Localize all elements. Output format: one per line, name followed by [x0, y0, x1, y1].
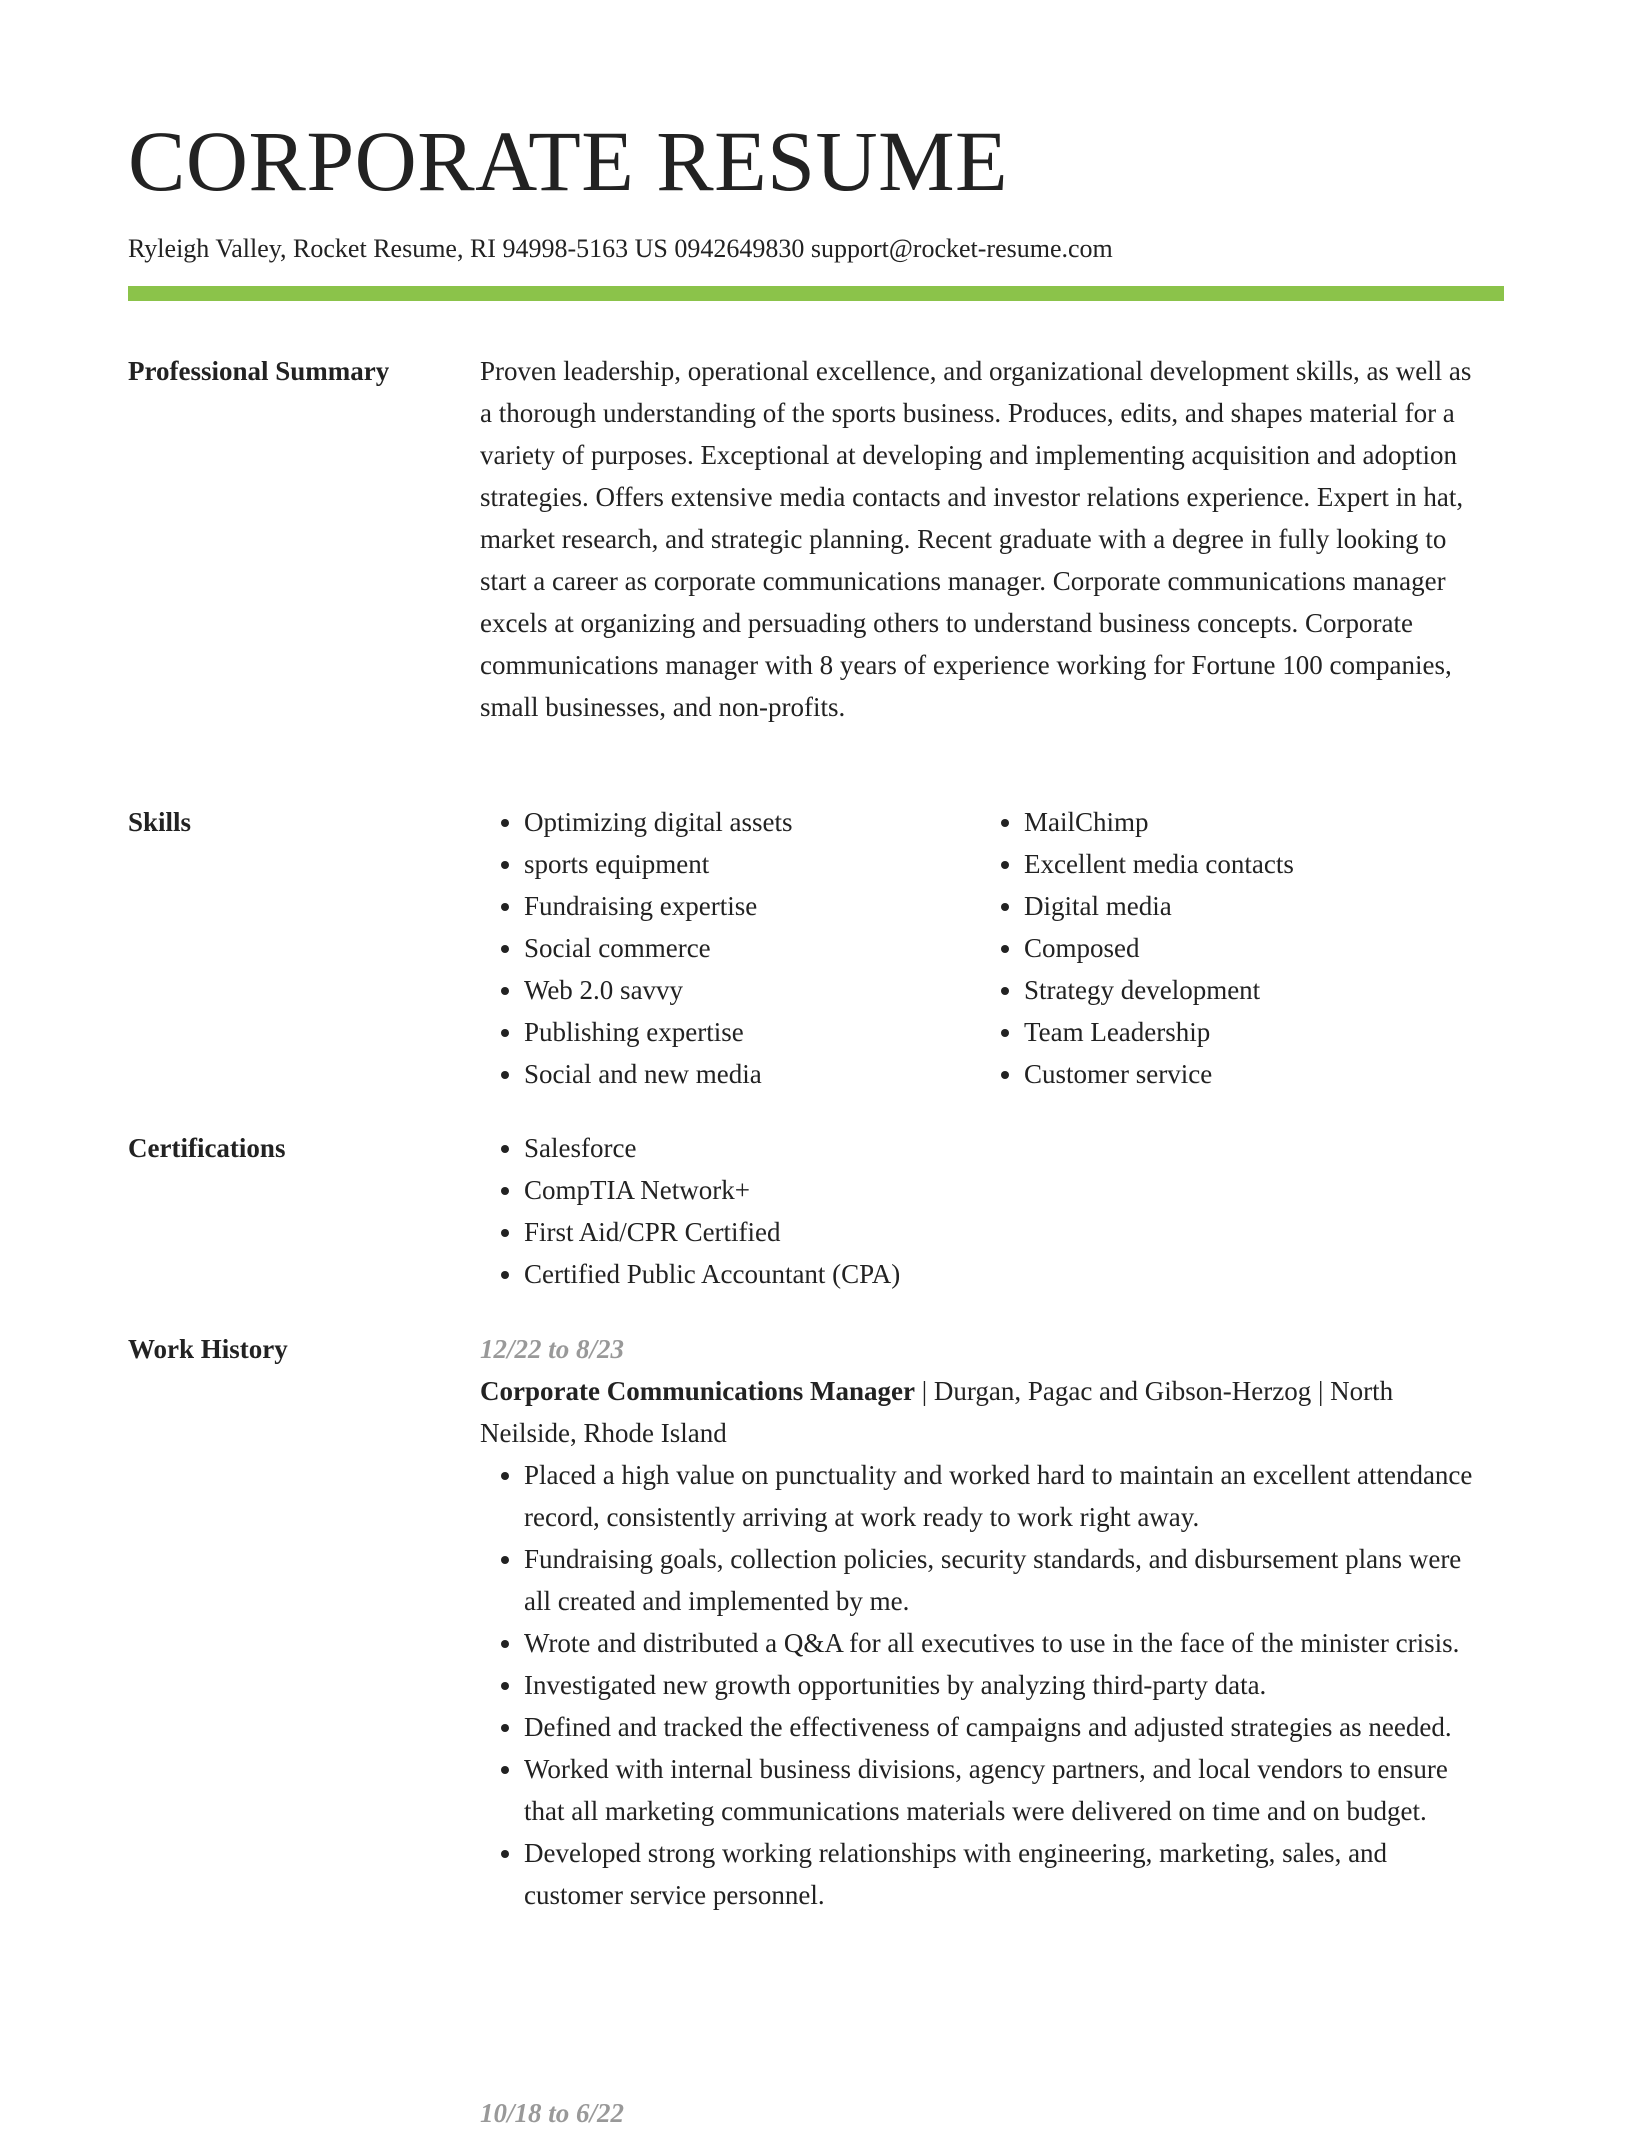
- certification-item: • Salesforce: [524, 1127, 1480, 1169]
- skill-item: • Social and new media: [524, 1053, 980, 1095]
- job-bullet: • Wrote and distributed a Q&A for all executives to use in the face of the minister crisis.: [524, 1622, 1480, 1664]
- resume-name: CORPORATE RESUME: [128, 113, 1009, 209]
- certifications-heading: Certifications: [128, 1133, 286, 1163]
- certification-item: • CompTIA Network+: [524, 1169, 1480, 1211]
- skill-item: • MailChimp: [1024, 801, 1480, 843]
- certification-item: • First Aid/CPR Certified: [524, 1211, 1480, 1253]
- skills-heading: Skills: [128, 807, 192, 837]
- job-bullet: • Investigated new growth opportunities by analyzing third-party data.: [524, 1664, 1480, 1706]
- job-bullet: • Defined and tracked the effectiveness of campaigns and adjusted strategies as needed.: [524, 1706, 1480, 1748]
- job-heading: [480, 1370, 1480, 1454]
- summary-heading: Professional Summary: [128, 356, 390, 386]
- accent-divider: [128, 286, 1504, 301]
- skill-item: • Social commerce: [524, 927, 980, 969]
- skills-column-2: [980, 801, 1480, 1095]
- summary-text: Proven leadership, operational excellence, and organizational development skills, as well as a thorough understanding of the sports business. Produces, edits, and shapes material for a variety of purposes. Exceptional at developing and implementing acquisition and adoption strategies. Offers extensive media contacts and investor relations experience. Expert in hat, market research, and strategic planning. Recent graduate with a degree in fully looking to start a career as corporate communications manager. Corporate communications manager excels at organizing and persuading others to understand business concepts. Corporate communications manager with 8 years of experience working for Fortune 100 companies, small businesses, and non-profits.: [480, 356, 1472, 722]
- skill-item: • Publishing expertise: [524, 1011, 980, 1053]
- skill-item: • Digital media: [1024, 885, 1480, 927]
- skill-item: • Customer service: [1024, 1053, 1480, 1095]
- skill-item: • sports equipment: [524, 843, 980, 885]
- contact-line: Ryleigh Valley, Rocket Resume, RI 94998-5163 US 0942649830 support@rocket-resume.com: [128, 234, 1113, 263]
- skill-item: • Fundraising expertise: [524, 885, 980, 927]
- certifications-body: [480, 1127, 1480, 1295]
- skill-item: • Web 2.0 savvy: [524, 969, 980, 1011]
- skill-item: • Optimizing digital assets: [524, 801, 980, 843]
- job-company-location: | Durgan, Pagac and Gibson-Herzog | North Neilside, Rhode Island: [480, 1376, 1394, 1448]
- job-dates: 10/18 to 6/22: [480, 2098, 625, 2128]
- job-bullet: • Developed strong working relationships with engineering, marketing, sales, and customer service personnel.: [524, 1832, 1480, 1916]
- job-bullet: • Placed a high value on punctuality and worked hard to maintain an excellent attendance record, consistently arriving at work ready to work right away.: [524, 1454, 1480, 1538]
- skills-columns: [480, 801, 1480, 1095]
- skill-item: • Excellent media contacts: [1024, 843, 1480, 885]
- work-history-body: [480, 1328, 1480, 1916]
- skills-column-1: [480, 801, 980, 1095]
- job-bullets: [480, 1454, 1480, 1916]
- work-history-heading: Work History: [128, 1334, 288, 1364]
- certification-item: • Certified Public Accountant (CPA): [524, 1253, 1480, 1295]
- summary-body: [480, 350, 1480, 728]
- skill-item: • Strategy development: [1024, 969, 1480, 1011]
- job-bullet: • Worked with internal business divisions, agency partners, and local vendors to ensure that all marketing communications materials were delivered on time and on budget.: [524, 1748, 1480, 1832]
- job-dates: 12/22 to 8/23: [480, 1334, 625, 1364]
- job-title: Corporate Communications Manager: [480, 1376, 915, 1406]
- skill-item: • Composed: [1024, 927, 1480, 969]
- skill-item: • Team Leadership: [1024, 1011, 1480, 1053]
- job-bullet: • Fundraising goals, collection policies, security standards, and disbursement plans were all created and implemented by me.: [524, 1538, 1480, 1622]
